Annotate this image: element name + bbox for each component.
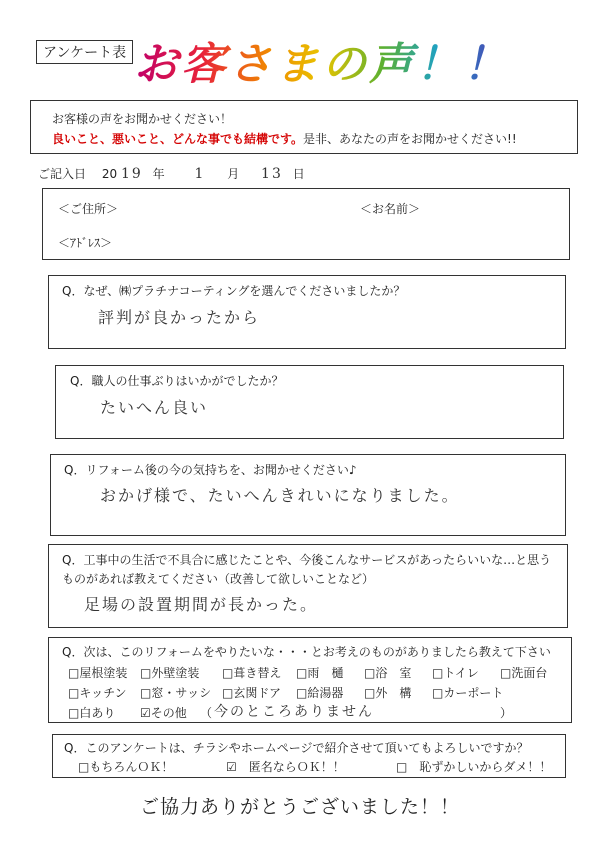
q6-option-anonymous[interactable]: ☑ 匿名ならＯＫ！！: [226, 760, 345, 774]
day-label: 日: [292, 167, 305, 181]
other-open-paren: （: [200, 706, 213, 720]
q6-option-ok[interactable]: □もちろんＯＫ！: [78, 760, 174, 774]
intro-line-2: [52, 130, 517, 147]
day-value: 13: [261, 166, 283, 182]
q4-question-line2: ものがあれば教えてください（改善して欲しいことなど）: [62, 572, 375, 586]
entry-date: [38, 165, 305, 182]
q3-question: Q．リフォーム後の今の気持ちを、お聞かせください♪: [64, 463, 357, 477]
intro-rest: 是非、あなたの声をお聞かせください!!: [303, 132, 517, 146]
option-reroof[interactable]: □葺き替え: [222, 666, 282, 680]
address-label: ＜ご住所＞: [58, 202, 119, 216]
option-carport[interactable]: □カーポート: [432, 686, 504, 700]
email-label: ＜ｱﾄﾞﾚｽ＞: [58, 236, 113, 250]
intro-emphasis: 良いこと、悪いこと、どんな事でも結構です。: [52, 132, 304, 146]
q1-question: Q．なぜ、㈱プラチナコーティングを選んでくださいましたか？: [62, 284, 406, 298]
option-washbasin[interactable]: □洗面台: [500, 666, 548, 680]
other-close-paren: ）: [500, 706, 513, 720]
date-label: ご記入日: [38, 167, 87, 181]
q4-question-line1: Q．工事中の生活で不具合に感じたことや、今後こんなサービスがあったらいいな…と思う: [62, 553, 552, 567]
year-label: 年: [152, 167, 165, 181]
option-entrance-door[interactable]: □玄関ドア: [222, 686, 281, 700]
thanks-message: ご協力ありがとうございました！！: [139, 796, 460, 818]
option-window-sash[interactable]: □窓・サッシ: [140, 686, 212, 700]
q3-answer: おかげ様で、たいへんきれいになりました。: [100, 486, 460, 505]
option-exterior[interactable]: □外 構: [364, 686, 412, 700]
intro-line-1: お客様の声をお聞かせください！: [52, 112, 233, 126]
option-gutter[interactable]: □雨 樋: [296, 666, 344, 680]
option-water-heater[interactable]: □給湯器: [296, 686, 344, 700]
option-toilet[interactable]: □トイレ: [432, 666, 479, 680]
survey-tag: アンケート表: [36, 40, 133, 64]
option-other[interactable]: ☑その他: [140, 706, 187, 720]
page-title: お客さまの声！！: [134, 39, 510, 90]
name-label: ＜お名前＞: [360, 202, 421, 216]
other-answer: 今のところありません: [214, 704, 374, 720]
q6-option-no[interactable]: □ 恥ずかしいからダメ！！: [396, 760, 552, 774]
q2-answer: たいへん良い: [100, 398, 209, 417]
year-prefix: 20: [101, 167, 118, 181]
option-wall-paint[interactable]: □外壁塗装: [140, 666, 200, 680]
option-bathroom[interactable]: □浴 室: [364, 666, 412, 680]
q5-question: Q．次は、このリフォームをやりたいな・・・とお考えのものがありましたら教えて下さい: [62, 645, 551, 659]
option-roof-paint[interactable]: □屋根塗装: [68, 666, 128, 680]
q2-question: Q．職人の仕事ぶりはいかがでしたか？: [70, 374, 284, 388]
month-label: 月: [227, 167, 240, 181]
q1-answer: 評判が良かったから: [98, 308, 261, 327]
month-value: 1: [194, 166, 206, 182]
q4-answer: 足場の設置期間が長かった。: [84, 595, 319, 614]
year-value: 19: [120, 166, 143, 182]
contact-box: [42, 188, 570, 260]
option-kitchen[interactable]: □キッチン: [68, 686, 127, 700]
q6-question: Q．このアンケートは、チラシやホームページで紹介させて頂いてもよろしいですか？: [64, 741, 529, 755]
option-termite[interactable]: □白あり: [68, 706, 116, 720]
